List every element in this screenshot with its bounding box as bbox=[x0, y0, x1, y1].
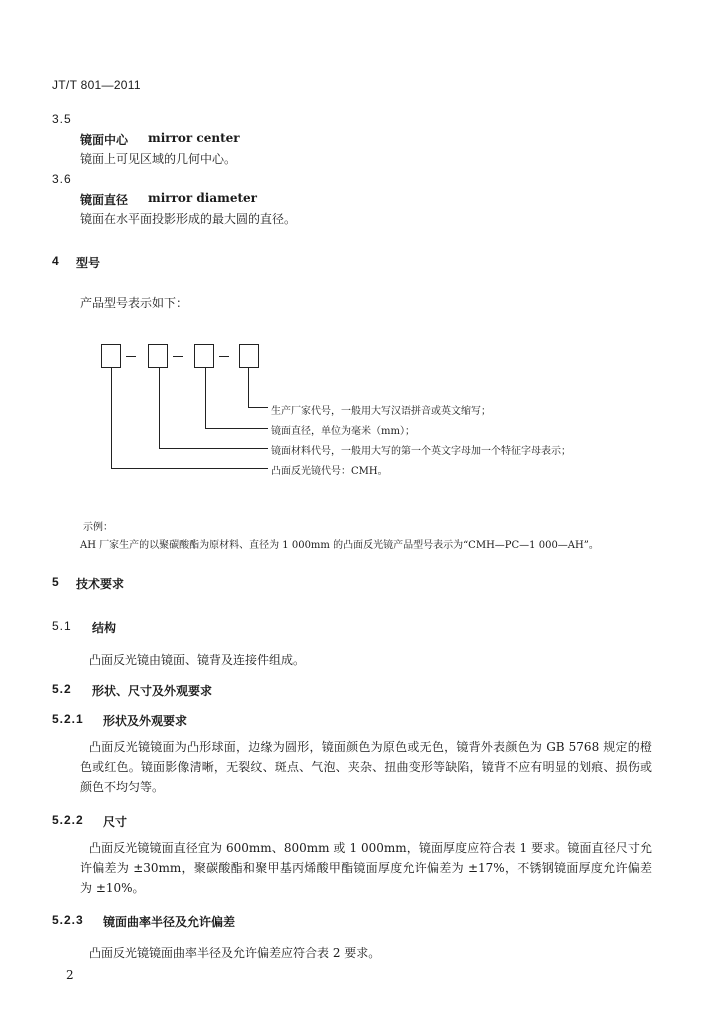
code-box-2 bbox=[148, 344, 168, 368]
section-3-5-term-cn: 镜面中心 bbox=[80, 133, 129, 147]
example-text: AH 厂家生产的以聚碳酸酯为原材料、直径为 1 000mm 的凸面反光镜产品型号表示为“CMH—PC—1 000—AH”。 bbox=[80, 540, 599, 551]
section-3-6-term-cn: 镜面直径 bbox=[80, 193, 129, 207]
leader-line bbox=[205, 368, 206, 429]
section-5-1-title: 结构 bbox=[92, 621, 117, 635]
leader-line bbox=[205, 428, 268, 429]
diagram-label-mirror-code: 凸面反光镜代号：CMH。 bbox=[271, 466, 388, 477]
section-5-2-title: 形状、尺寸及外观要求 bbox=[92, 684, 213, 698]
section-4-title: 型号 bbox=[76, 256, 101, 270]
code-dash bbox=[219, 356, 229, 357]
standard-code-header: JT/T 801—2011 bbox=[52, 78, 141, 92]
section-5-2-3-number: 5.2.3 bbox=[52, 913, 84, 927]
diagram-label-material: 镜面材料代号，一般用大写的第一个英文字母加一个特征字母表示； bbox=[271, 446, 571, 457]
code-dash bbox=[173, 356, 183, 357]
section-5-2-1-text: 凸面反光镜镜面为凸形球面，边缘为圆形，镜面颜色为原色或无色，镜背外表颜色为 GB 5768 规定的橙色或红色。镜面影像清晰，无裂纹、斑点、气泡、夹杂、扭曲变形等缺陷，镜背不应有明显的划痕、损伤或颜色不均匀等。 bbox=[80, 740, 652, 794]
section-5-2-1-title: 形状及外观要求 bbox=[103, 714, 188, 728]
code-dash bbox=[126, 356, 136, 357]
section-5-number: 5 bbox=[52, 575, 60, 589]
section-4-intro: 产品型号表示如下： bbox=[80, 296, 189, 310]
leader-line bbox=[248, 407, 268, 408]
section-5-1-number: 5.1 bbox=[52, 619, 72, 633]
code-box-1 bbox=[101, 344, 121, 368]
section-5-2-3-title: 镜面曲率半径及允许偏差 bbox=[103, 915, 236, 929]
section-3-6-number: 3.6 bbox=[52, 172, 72, 186]
diagram-label-manufacturer: 生产厂家代号，一般用大写汉语拼音或英文缩写； bbox=[271, 406, 491, 417]
section-5-2-3-text: 凸面反光镜镜面曲率半径及允许偏差应符合表 2 要求。 bbox=[89, 946, 381, 960]
section-5-2-2-text: 凸面反光镜镜面直径宜为 600mm、800mm 或 1 000mm，镜面厚度应符合表 1 要求。镜面直径尺寸允许偏差为 ±30mm，聚碳酸酯和聚甲基丙烯酸甲酯镜面厚度允许偏差为 ±17%，不锈钢镜面厚度允许偏差为 ±10%。 bbox=[80, 841, 652, 895]
section-5-2-1-number: 5.2.1 bbox=[52, 712, 84, 726]
section-3-5-number: 3.5 bbox=[52, 112, 72, 126]
leader-line bbox=[111, 368, 112, 469]
section-3-6-definition: 镜面在水平面投影形成的最大圆的直径。 bbox=[80, 212, 297, 226]
page-number: 2 bbox=[66, 968, 74, 982]
section-5-1-text: 凸面反光镜由镜面、镜背及连接件组成。 bbox=[89, 653, 306, 667]
diagram-label-diameter: 镜面直径，单位为毫米（mm）； bbox=[271, 426, 415, 437]
section-5-2-2-number: 5.2.2 bbox=[52, 813, 84, 827]
code-box-4 bbox=[239, 344, 259, 368]
section-3-6-term-en: mirror diameter bbox=[148, 191, 257, 205]
leader-line bbox=[111, 468, 268, 469]
section-4-number: 4 bbox=[52, 254, 60, 268]
section-5-2-number: 5.2 bbox=[52, 682, 72, 696]
section-3-5-term-en: mirror center bbox=[148, 131, 240, 145]
section-5-title: 技术要求 bbox=[76, 577, 125, 591]
leader-line bbox=[159, 368, 160, 449]
leader-line bbox=[248, 368, 249, 408]
section-5-2-2-title: 尺寸 bbox=[103, 815, 128, 829]
leader-line bbox=[159, 448, 268, 449]
code-box-3 bbox=[194, 344, 214, 368]
example-label: 示例： bbox=[83, 522, 113, 533]
section-3-5-definition: 镜面上可见区域的几何中心。 bbox=[80, 152, 237, 166]
